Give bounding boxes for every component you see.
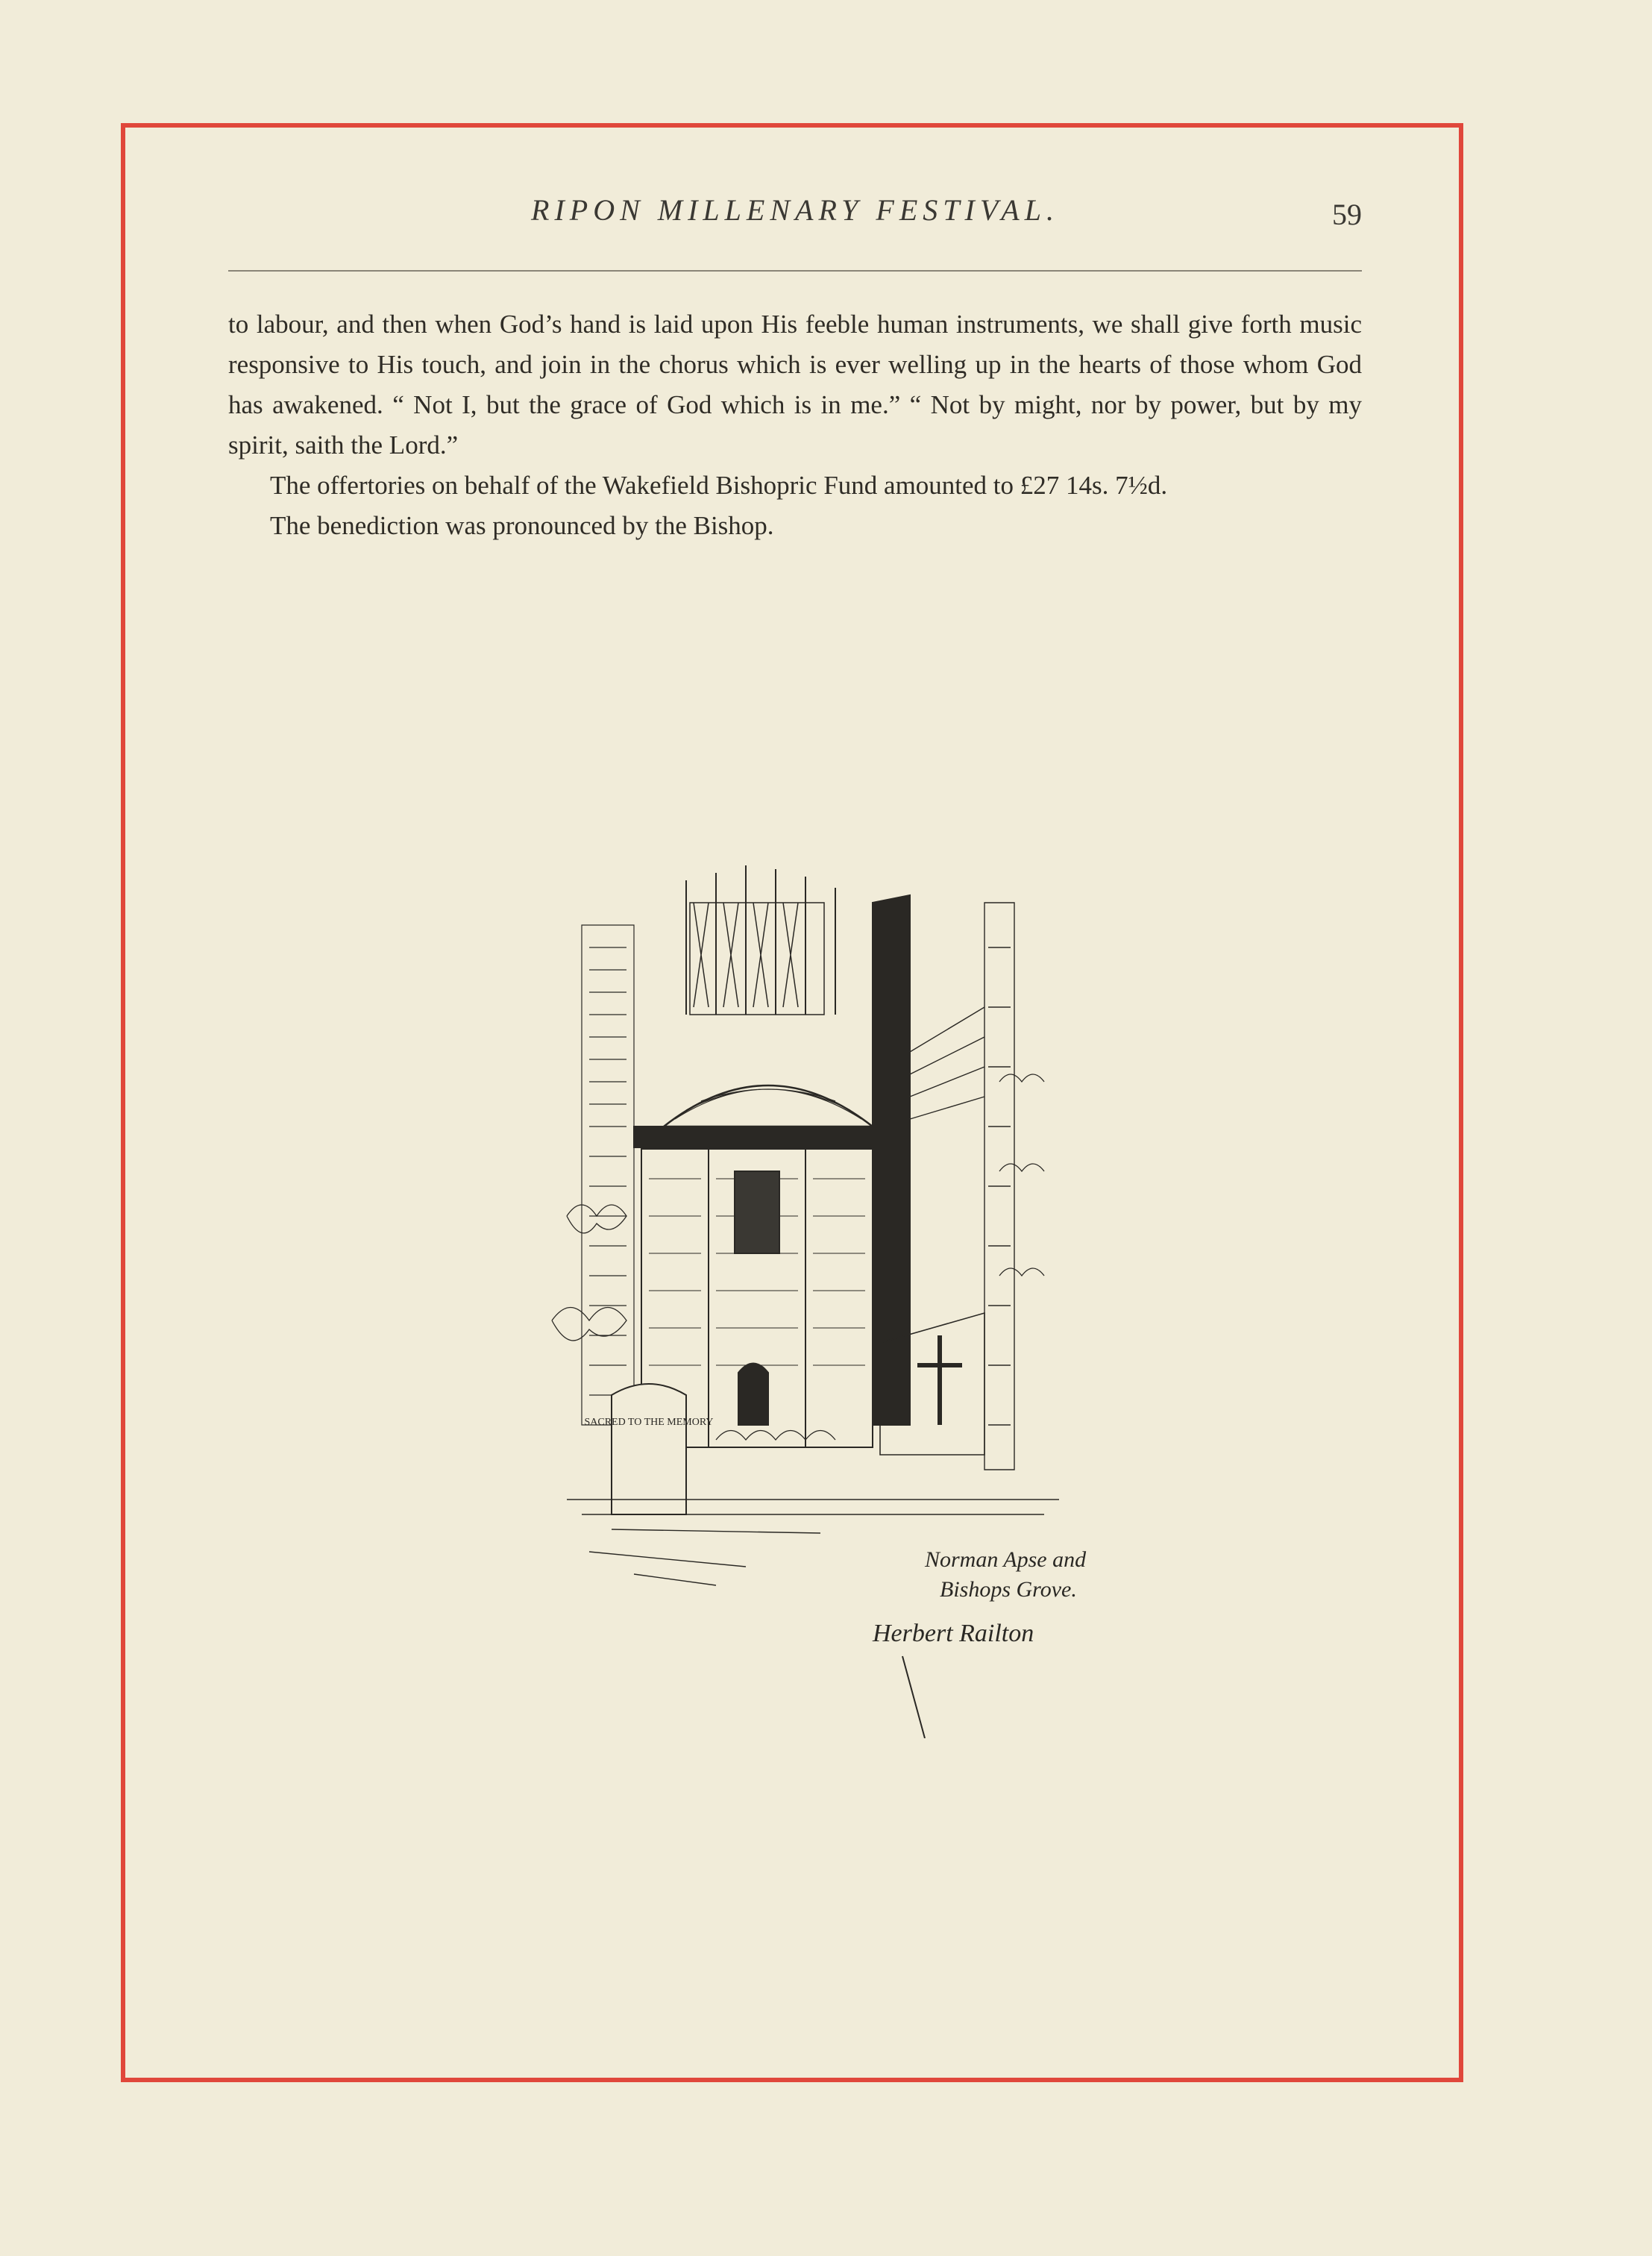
tower-pinnacles	[686, 865, 835, 1015]
caption-line-2: Bishops Grove.	[940, 1577, 1077, 1602]
paragraph-offertories: The offertories on behalf of the Wakefield Bishopric Fund amounted to £27 14s. 7½d.	[270, 471, 1168, 500]
header-rule	[228, 270, 1362, 272]
running-head	[228, 192, 1362, 245]
paragraph-benediction: The benediction was pronounced by the Bishop.	[270, 511, 774, 540]
caption-line-1: Norman Apse and	[925, 1547, 1087, 1572]
illustration-drawing	[522, 858, 1089, 1738]
tower-tracery	[690, 903, 824, 1015]
left-wall-hatching	[582, 925, 634, 1425]
gravestone-inscription: SACRED TO THE MEMORY	[584, 1417, 714, 1428]
dark-buttress	[873, 895, 910, 1425]
page-number: 59	[1332, 198, 1362, 231]
running-head-title: RIPON MILLENARY FESTIVAL.	[531, 193, 1059, 227]
right-slim-tower	[910, 903, 1014, 1470]
paragraph-sermon-end: to labour, and then when God’s hand is laid upon His feeble human instruments, we shall give forth music responsive to His touch, and join in the chorus which is ever welling up in the hearts of those whom God has awakened. “ Not I, but the grace of God which is in me.” “ Not by might, nor by power, but by my spirit, saith the Lord.”	[228, 310, 1362, 460]
body-text	[228, 304, 1362, 546]
artist-signature: Herbert Railton	[873, 1620, 1034, 1647]
illustration-norman-apse	[522, 858, 1089, 1738]
gravestone	[612, 1384, 686, 1514]
corbel-table	[634, 1127, 880, 1147]
signature-flourish	[902, 1656, 925, 1738]
apse-roof	[664, 1085, 873, 1127]
